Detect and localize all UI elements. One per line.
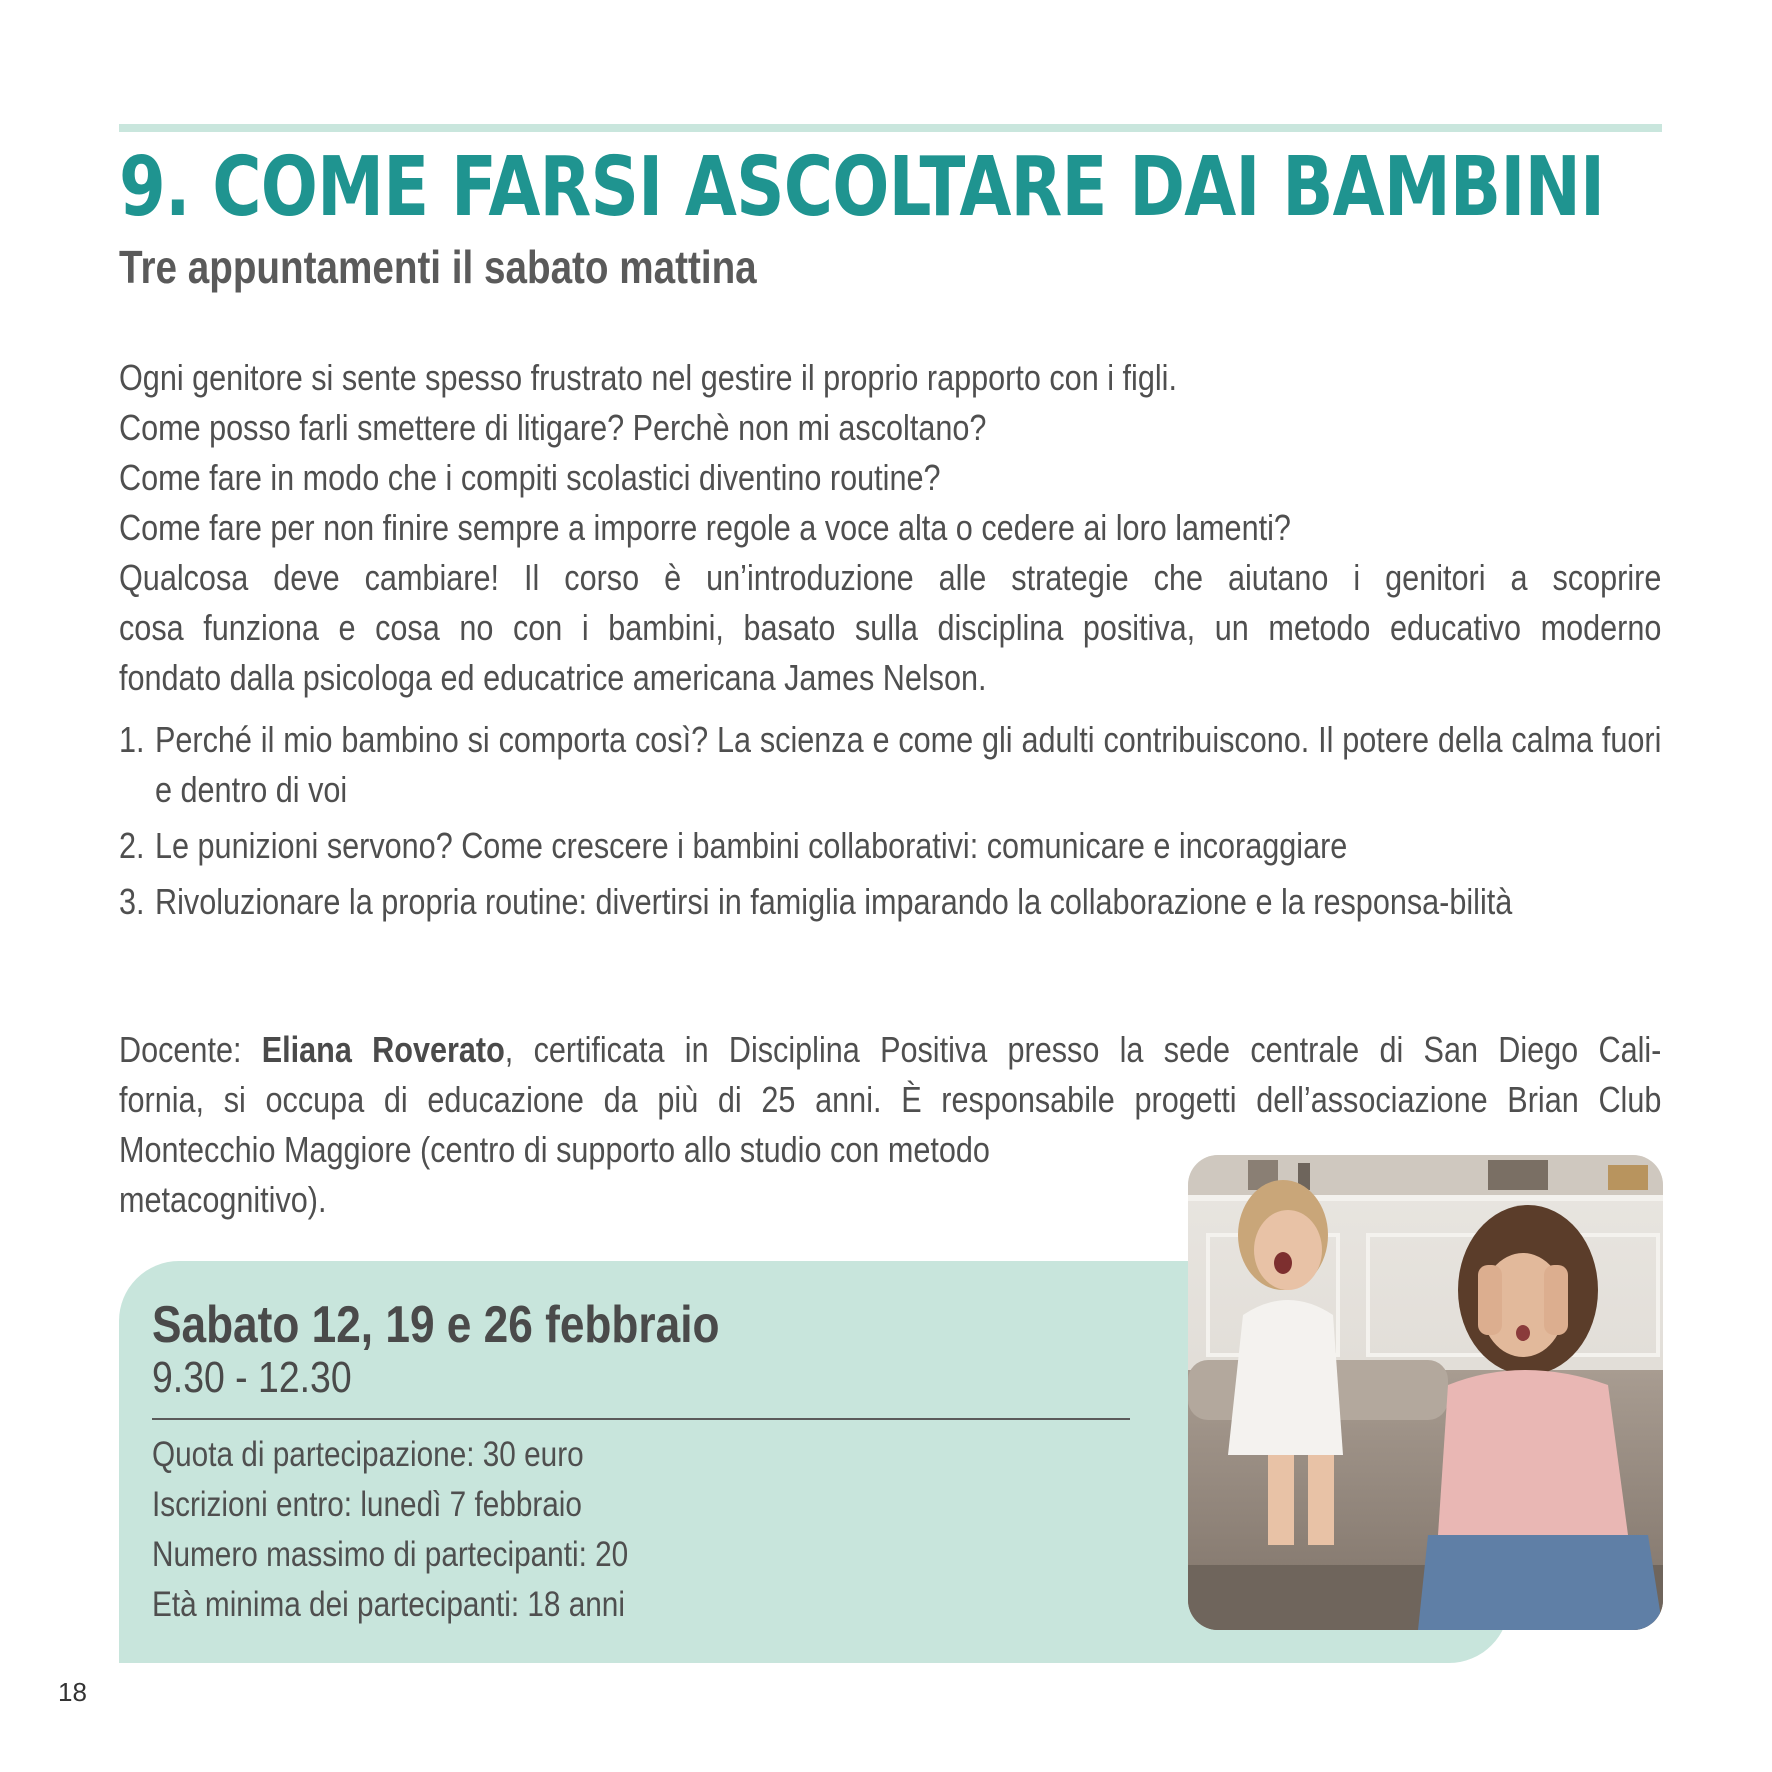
sessions-list (119, 715, 1662, 927)
page-subtitle: Tre appuntamenti il sabato mattina (119, 241, 757, 293)
session-number: 3. (119, 881, 145, 922)
intro-line: Come fare in modo che i compiti scolastici diventino routine? (119, 457, 941, 498)
fee-text: Quota di partecipazione: 30 euro (152, 1435, 584, 1474)
page-title: 9. COME FARSI ASCOLTARE DAI BAMBINI (119, 140, 1605, 235)
intro-line: Come fare per non finire sempre a imporre regole a voce alta o cedere ai loro lamenti? (119, 507, 1291, 548)
photo-mother-and-child (1188, 1155, 1663, 1630)
session-text: Perché il mio bambino si comporta così? La scienza e come gli adulti contribuiscono. Il potere della calma fuori e dentro di voi (155, 719, 1662, 810)
intro-section (119, 353, 1662, 933)
teacher-line: metacognitivo). (119, 1179, 327, 1220)
session-text: Rivoluzionare la propria routine: divertirsi in famiglia imparando la collaborazione e la responsa-bilità (155, 881, 1513, 922)
intro-paragraph-line: Qualcosa deve cambiare! Il corso è un’introduzione alle strategie che aiutano i genitori a scoprire (119, 557, 1662, 598)
list-item (119, 877, 1662, 927)
teacher-line (119, 1025, 1661, 1075)
page-number: 18 (58, 1677, 87, 1707)
top-accent-rule (119, 124, 1662, 132)
intro-paragraph-line: fondato dalla psicologa ed educatrice americana James Nelson. (119, 657, 987, 698)
max-participants-text: Numero massimo di partecipanti: 20 (152, 1535, 629, 1574)
teacher-line1-rest: , certificata in Disciplina Positiva presso la sede centrale di San Diego Cali- (504, 1029, 1662, 1070)
teacher-line: Montecchio Maggiore (centro di supporto allo studio con metodo (119, 1129, 990, 1170)
min-age-text: Età minima dei partecipanti: 18 anni (152, 1585, 625, 1624)
teacher-name: Eliana Roverato (261, 1029, 505, 1070)
deadline-text: Iscrizioni entro: lunedì 7 febbraio (152, 1485, 582, 1524)
photo-illustration (1188, 1155, 1663, 1630)
intro-line: Come posso farli smettere di litigare? Perchè non mi ascoltano? (119, 407, 987, 448)
teacher-prefix: Docente: (119, 1029, 262, 1070)
intro-line: Ogni genitore si sente spesso frustrato nel gestire il proprio rapporto con i figli. (119, 357, 1177, 398)
schedule-date: Sabato 12, 19 e 26 febbraio (152, 1296, 720, 1354)
schedule-divider (152, 1418, 1130, 1420)
schedule-details (152, 1430, 712, 1630)
session-number: 1. (119, 719, 145, 760)
intro-paragraph-line: cosa funziona e cosa no con i bambini, basato sulla disciplina positiva, un metodo educativo moderno (119, 607, 1662, 648)
session-text: Le punizioni servono? Come crescere i bambini collaborativi: comunicare e incoraggiare (155, 825, 1348, 866)
session-number: 2. (119, 825, 145, 866)
schedule-time: 9.30 - 12.30 (152, 1353, 352, 1402)
teacher-line: fornia, si occupa di educazione da più di 25 anni. È responsabile progetti dell’associazione Brian Club (119, 1079, 1662, 1120)
list-item (119, 715, 1662, 815)
list-item (119, 821, 1662, 871)
